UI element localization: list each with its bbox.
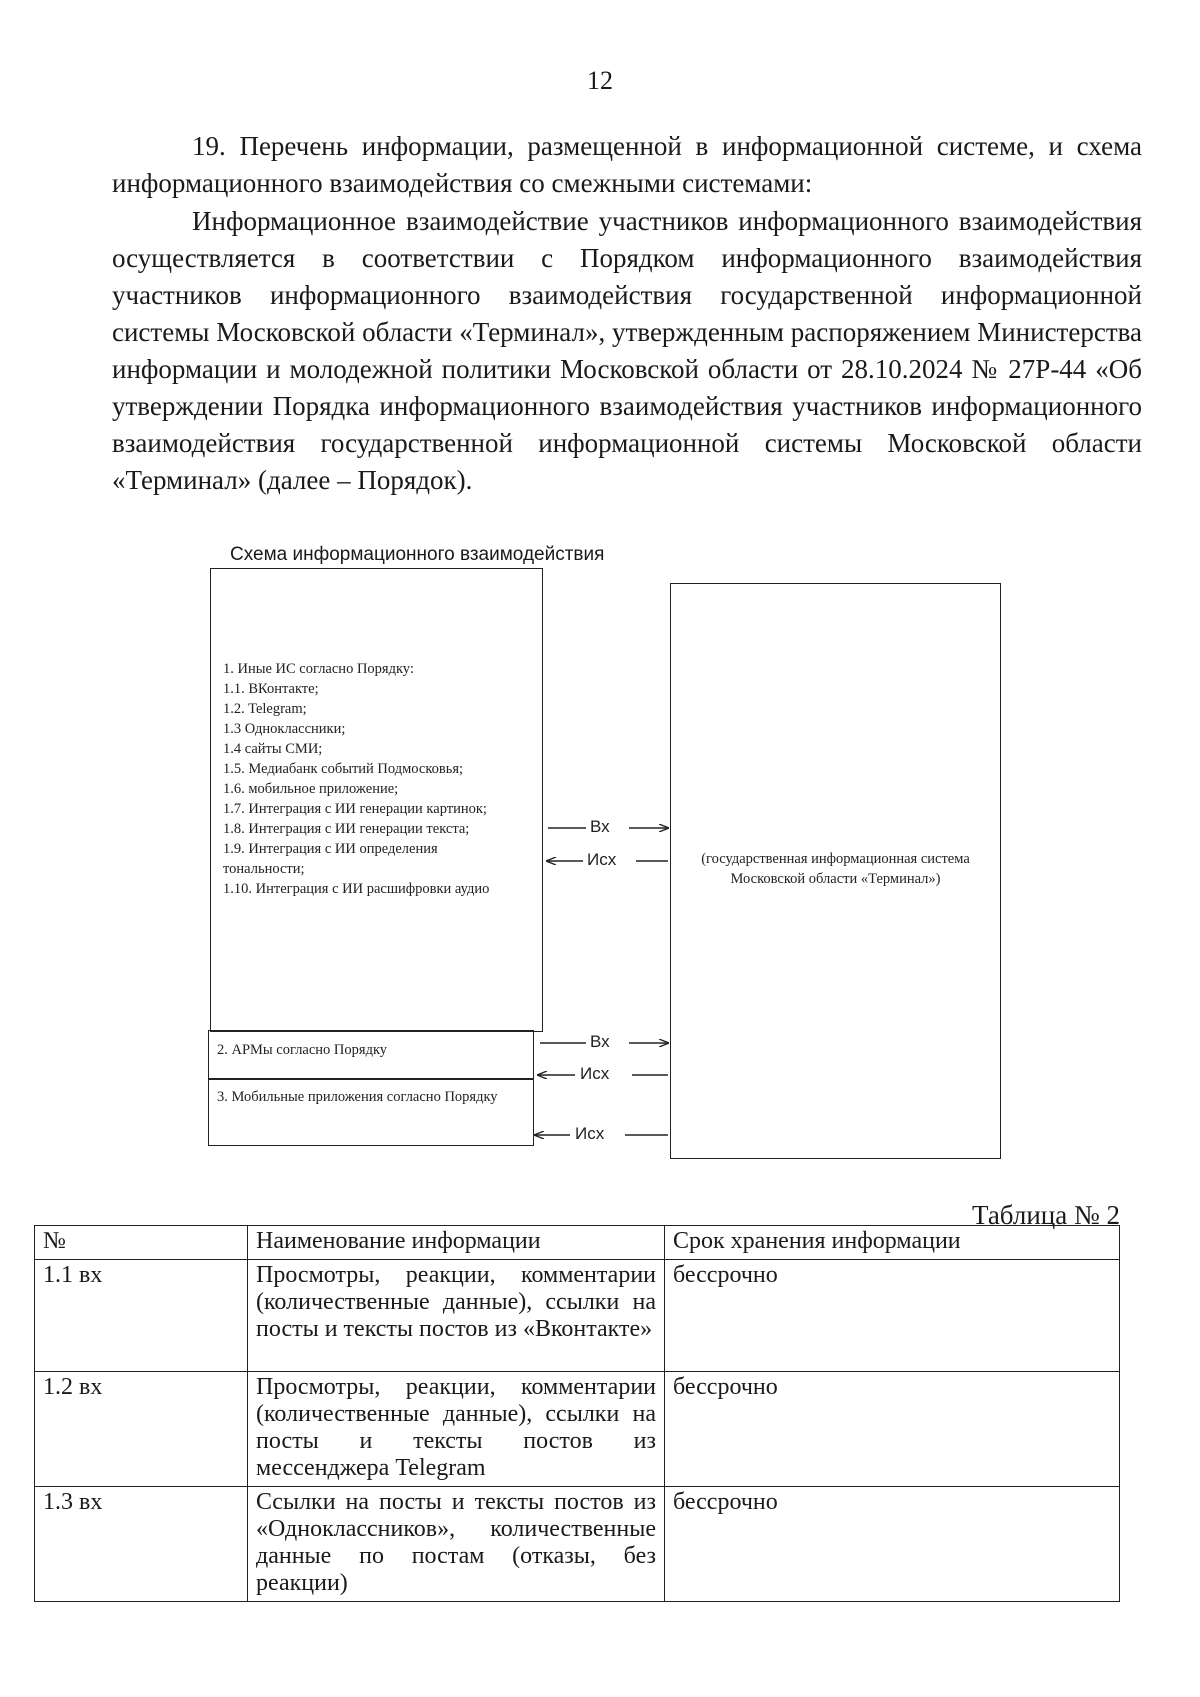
table-cell: Ссылки на посты и тексты постов из «Одноклассников», количественные данные по постам (отказы, без реакции) bbox=[248, 1487, 665, 1602]
out-label: Исх bbox=[575, 1124, 605, 1143]
in-label: Вх bbox=[590, 817, 610, 836]
arm-label: 2. АРМы согласно Порядку bbox=[217, 1042, 388, 1058]
info-table bbox=[34, 1225, 1120, 1602]
out-label: Исх bbox=[587, 850, 617, 869]
list-item: 1.6. мобильное приложение; bbox=[223, 781, 399, 797]
list-item: 1.7. Интеграция с ИИ генерации картинок; bbox=[223, 801, 487, 817]
list-item: 1.1. ВКонтакте; bbox=[223, 681, 319, 697]
section-heading: 19. Перечень информации, размещенной в информационной системе, и схема информационного взаимодействия со смежными системами: bbox=[112, 131, 1142, 198]
table-cell: 1.2 вх bbox=[35, 1372, 248, 1487]
table-cell: Просмотры, реакции, комментарии (количественные данные), ссылки на посты и тексты постов из мессенджера Telegram bbox=[248, 1372, 665, 1487]
page-number: 12 bbox=[587, 66, 613, 95]
table-cell: Просмотры, реакции, комментарии (количественные данные), ссылки на посты и тексты постов из «Вконтакте» bbox=[248, 1260, 665, 1372]
table-header-row bbox=[35, 1226, 1120, 1260]
list-item: 1.4 сайты СМИ; bbox=[223, 741, 323, 757]
terminal-system-label: (государственная информационная система Московской области «Терминал») bbox=[701, 851, 970, 887]
list-item: тональности; bbox=[223, 861, 305, 877]
list-item: 1.8. Интеграция с ИИ генерации текста; bbox=[223, 821, 470, 837]
list-item: 1.3 Одноклассники; bbox=[223, 721, 346, 737]
list-item: 1.9. Интеграция с ИИ определения bbox=[223, 841, 438, 857]
table-caption: Таблица № 2 bbox=[972, 1200, 1120, 1230]
table-cell: 1.3 вх bbox=[35, 1487, 248, 1602]
diagram-title: Схема информационного взаимодействия bbox=[230, 544, 605, 565]
list-item: 1.2. Telegram; bbox=[223, 701, 307, 717]
table-cell: 1.1 вх bbox=[35, 1260, 248, 1372]
table-cell: бессрочно bbox=[665, 1487, 1120, 1602]
in-label: Вх bbox=[590, 1032, 610, 1051]
list-item: 1. Иные ИС согласно Порядку: bbox=[223, 661, 414, 677]
section-body: Информационное взаимодействие участников информационного взаимодействия осуществляется в соответствии с Порядком информационного взаимодействия участников информационного взаимодействия государственной информационной системы Московской области «Терминал», утвержденным распоряжением Министерства информации и молодежной политики Московской области от 28.10.2024 № 27Р-44 «Об утверждении Порядка информационного взаимодействия участников информационного взаимодействия государственной информационной системы Московской области «Терминал» (далее – Порядок). bbox=[112, 206, 1142, 495]
table-row bbox=[35, 1487, 1120, 1602]
list-item: 1.10. Интеграция с ИИ расшифровки аудио bbox=[223, 881, 490, 897]
table-cell: бессрочно bbox=[665, 1372, 1120, 1487]
column-header: Срок хранения информации bbox=[665, 1226, 1120, 1260]
mobile-apps-label: 3. Мобильные приложения согласно Порядку bbox=[217, 1089, 498, 1105]
table-row bbox=[35, 1260, 1120, 1372]
table-row bbox=[35, 1372, 1120, 1487]
list-item: 1.5. Медиабанк событий Подмосковья; bbox=[223, 761, 464, 777]
column-header: № bbox=[35, 1226, 248, 1260]
table-cell: бессрочно bbox=[665, 1260, 1120, 1372]
column-header: Наименование информации bbox=[248, 1226, 665, 1260]
out-label: Исх bbox=[580, 1064, 610, 1083]
